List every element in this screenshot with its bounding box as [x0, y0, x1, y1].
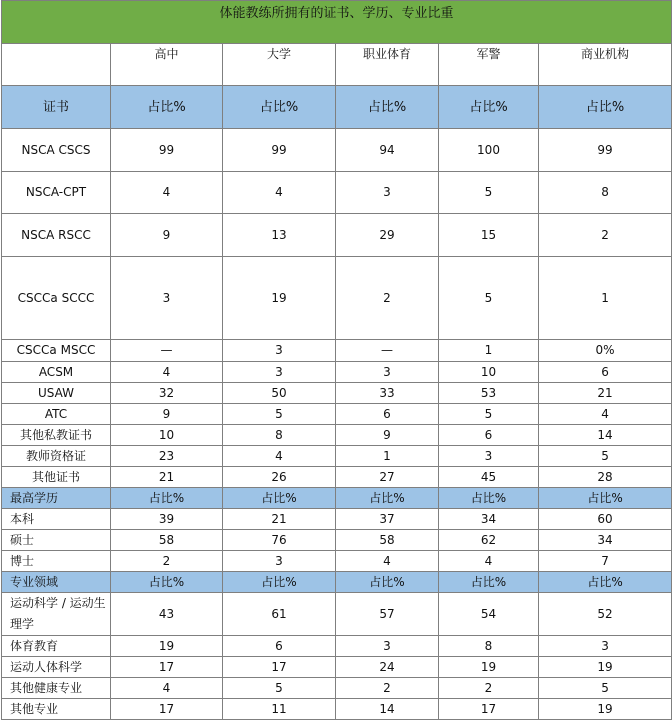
value-cell: 2 — [111, 551, 223, 572]
row-label: NSCA-CPT — [2, 172, 111, 214]
value-cell: 3 — [223, 551, 336, 572]
row-label: 硕士 — [2, 530, 111, 551]
section-header-row — [2, 86, 672, 129]
value-cell: 6 — [223, 636, 336, 657]
value-cell: 61 — [223, 593, 336, 636]
section-header-row — [2, 488, 672, 509]
value-cell: 60 — [539, 509, 672, 530]
value-cell: 17 — [223, 657, 336, 678]
value-cell: 7 — [539, 551, 672, 572]
value-cell: 28 — [539, 467, 672, 488]
value-cell: 5 — [539, 678, 672, 699]
table-row — [2, 214, 672, 257]
value-cell: 45 — [439, 467, 539, 488]
value-cell: 4 — [539, 404, 672, 425]
value-cell: 33 — [336, 383, 439, 404]
row-label: ACSM — [2, 362, 111, 383]
section-heading: 专业领域 — [2, 572, 111, 593]
unit-label: 占比% — [336, 86, 439, 129]
value-cell: 9 — [336, 425, 439, 446]
value-cell: — — [336, 340, 439, 362]
value-cell: 8 — [439, 636, 539, 657]
table-row — [2, 340, 672, 362]
value-cell: 24 — [336, 657, 439, 678]
table-title: 体能教练所拥有的证书、学历、专业比重 — [2, 1, 672, 44]
table-row — [2, 636, 672, 657]
value-cell: 2 — [539, 214, 672, 257]
value-cell: 32 — [111, 383, 223, 404]
row-label: 体育教育 — [2, 636, 111, 657]
value-cell: 27 — [336, 467, 439, 488]
value-cell: 5 — [223, 404, 336, 425]
value-cell: 4 — [223, 446, 336, 467]
table-row — [2, 129, 672, 172]
value-cell: 21 — [539, 383, 672, 404]
row-label: CSCCa SCCC — [2, 257, 111, 340]
value-cell: 3 — [539, 636, 672, 657]
value-cell: 19 — [223, 257, 336, 340]
corner-cell — [2, 44, 111, 86]
unit-label: 占比% — [111, 572, 223, 593]
row-label: 其他私教证书 — [2, 425, 111, 446]
row-label: 教师资格证 — [2, 446, 111, 467]
value-cell: 5 — [223, 678, 336, 699]
column-header: 大学 — [223, 44, 336, 86]
value-cell: 3 — [336, 362, 439, 383]
unit-label: 占比% — [439, 86, 539, 129]
table-row — [2, 593, 672, 636]
row-label: 其他证书 — [2, 467, 111, 488]
row-label: USAW — [2, 383, 111, 404]
value-cell: 34 — [539, 530, 672, 551]
value-cell: 5 — [539, 446, 672, 467]
value-cell: 19 — [539, 657, 672, 678]
value-cell: 4 — [111, 172, 223, 214]
section-heading: 最高学历 — [2, 488, 111, 509]
value-cell: 4 — [111, 362, 223, 383]
value-cell: 15 — [439, 214, 539, 257]
table-row — [2, 551, 672, 572]
value-cell: 17 — [111, 699, 223, 720]
value-cell: 1 — [439, 340, 539, 362]
value-cell: 14 — [336, 699, 439, 720]
value-cell: 6 — [336, 404, 439, 425]
value-cell: 3 — [223, 340, 336, 362]
value-cell: 94 — [336, 129, 439, 172]
row-label: 运动人体科学 — [2, 657, 111, 678]
value-cell: 19 — [539, 699, 672, 720]
value-cell: 6 — [539, 362, 672, 383]
unit-label: 占比% — [336, 488, 439, 509]
section-heading: 证书 — [2, 86, 111, 129]
value-cell: 53 — [439, 383, 539, 404]
title-row — [2, 1, 672, 44]
value-cell: 34 — [439, 509, 539, 530]
row-label: 博士 — [2, 551, 111, 572]
table-row — [2, 383, 672, 404]
unit-label: 占比% — [439, 488, 539, 509]
unit-label: 占比% — [111, 488, 223, 509]
column-header-row — [2, 44, 672, 86]
table-row — [2, 678, 672, 699]
value-cell: 5 — [439, 257, 539, 340]
value-cell: 99 — [111, 129, 223, 172]
value-cell: 62 — [439, 530, 539, 551]
value-cell: 57 — [336, 593, 439, 636]
value-cell: 17 — [439, 699, 539, 720]
value-cell: 2 — [439, 678, 539, 699]
value-cell: 37 — [336, 509, 439, 530]
unit-label: 占比% — [223, 86, 336, 129]
value-cell: 5 — [439, 404, 539, 425]
row-label: CSCCa MSCC — [2, 340, 111, 362]
value-cell: 3 — [439, 446, 539, 467]
value-cell: — — [111, 340, 223, 362]
value-cell: 100 — [439, 129, 539, 172]
value-cell: 17 — [111, 657, 223, 678]
table-row — [2, 530, 672, 551]
value-cell: 8 — [539, 172, 672, 214]
value-cell: 21 — [111, 467, 223, 488]
value-cell: 1 — [336, 446, 439, 467]
value-cell: 3 — [336, 636, 439, 657]
row-label: ATC — [2, 404, 111, 425]
table-row — [2, 257, 672, 340]
unit-label: 占比% — [336, 572, 439, 593]
value-cell: 43 — [111, 593, 223, 636]
value-cell: 8 — [223, 425, 336, 446]
value-cell: 26 — [223, 467, 336, 488]
value-cell: 3 — [111, 257, 223, 340]
value-cell: 58 — [336, 530, 439, 551]
row-label: NSCA CSCS — [2, 129, 111, 172]
row-label: NSCA RSCC — [2, 214, 111, 257]
value-cell: 52 — [539, 593, 672, 636]
value-cell: 13 — [223, 214, 336, 257]
row-label: 其他健康专业 — [2, 678, 111, 699]
value-cell: 99 — [539, 129, 672, 172]
table-row — [2, 172, 672, 214]
section-header-row — [2, 572, 672, 593]
certification-table — [1, 0, 672, 720]
value-cell: 5 — [439, 172, 539, 214]
value-cell: 3 — [336, 172, 439, 214]
column-header: 职业体育 — [336, 44, 439, 86]
value-cell: 50 — [223, 383, 336, 404]
row-label: 本科 — [2, 509, 111, 530]
value-cell: 29 — [336, 214, 439, 257]
value-cell: 2 — [336, 678, 439, 699]
value-cell: 14 — [539, 425, 672, 446]
value-cell: 39 — [111, 509, 223, 530]
value-cell: 21 — [223, 509, 336, 530]
value-cell: 4 — [336, 551, 439, 572]
value-cell: 19 — [111, 636, 223, 657]
table-row — [2, 657, 672, 678]
table-row — [2, 467, 672, 488]
value-cell: 54 — [439, 593, 539, 636]
value-cell: 0% — [539, 340, 672, 362]
table-row — [2, 446, 672, 467]
row-label: 其他专业 — [2, 699, 111, 720]
value-cell: 11 — [223, 699, 336, 720]
value-cell: 4 — [223, 172, 336, 214]
value-cell: 6 — [439, 425, 539, 446]
value-cell: 4 — [439, 551, 539, 572]
value-cell: 9 — [111, 404, 223, 425]
unit-label: 占比% — [223, 488, 336, 509]
value-cell: 2 — [336, 257, 439, 340]
table-row — [2, 699, 672, 720]
column-header: 高中 — [111, 44, 223, 86]
value-cell: 23 — [111, 446, 223, 467]
unit-label: 占比% — [539, 86, 672, 129]
unit-label: 占比% — [111, 86, 223, 129]
row-label: 运动科学 / 运动生理学 — [2, 593, 111, 636]
table-row — [2, 362, 672, 383]
column-header: 商业机构 — [539, 44, 672, 86]
value-cell: 76 — [223, 530, 336, 551]
column-header: 军警 — [439, 44, 539, 86]
value-cell: 99 — [223, 129, 336, 172]
table-row — [2, 425, 672, 446]
value-cell: 9 — [111, 214, 223, 257]
unit-label: 占比% — [223, 572, 336, 593]
value-cell: 10 — [111, 425, 223, 446]
table-row — [2, 404, 672, 425]
value-cell: 1 — [539, 257, 672, 340]
table-row — [2, 509, 672, 530]
value-cell: 4 — [111, 678, 223, 699]
unit-label: 占比% — [539, 488, 672, 509]
value-cell: 19 — [439, 657, 539, 678]
unit-label: 占比% — [539, 572, 672, 593]
unit-label: 占比% — [439, 572, 539, 593]
value-cell: 3 — [223, 362, 336, 383]
value-cell: 10 — [439, 362, 539, 383]
value-cell: 58 — [111, 530, 223, 551]
